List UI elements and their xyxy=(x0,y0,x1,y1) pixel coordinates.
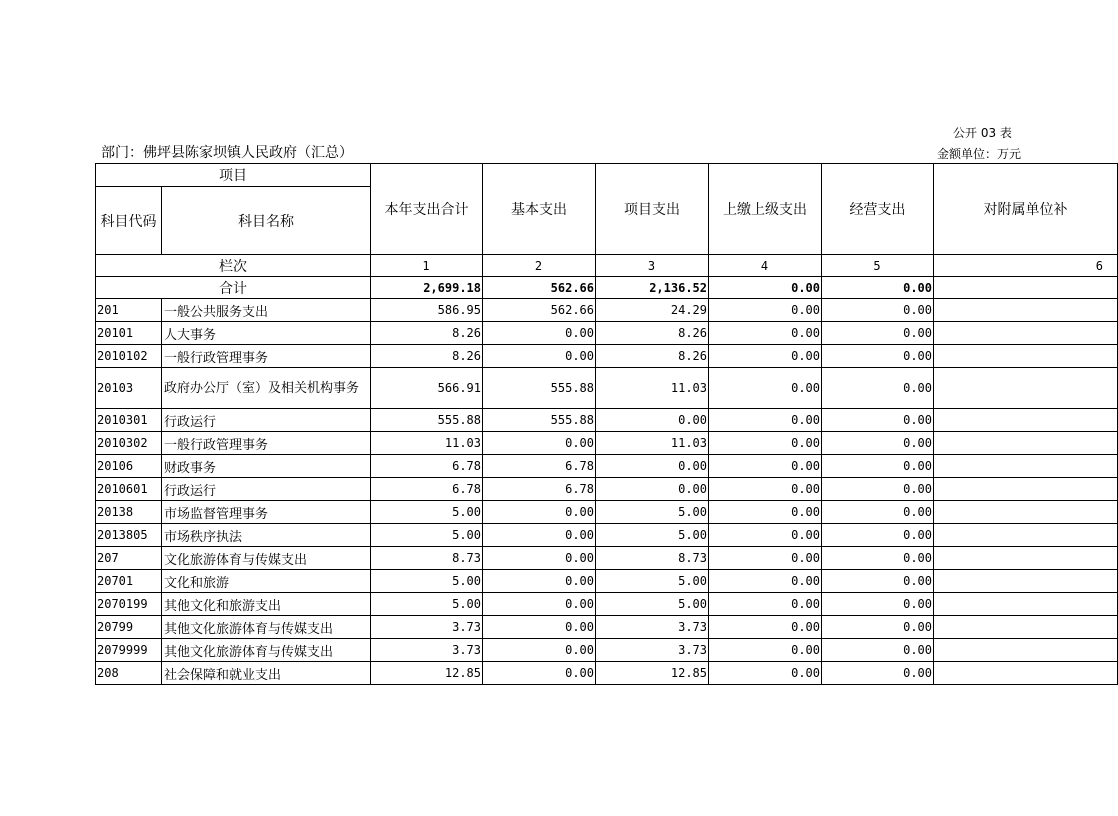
row-subsidiary xyxy=(934,524,1118,547)
row-business: 0.00 xyxy=(822,299,934,322)
row-code: 2010601 xyxy=(96,478,162,501)
row-total: 555.88 xyxy=(371,409,483,432)
row-code: 20701 xyxy=(96,570,162,593)
row-name: 一般公共服务支出 xyxy=(162,299,371,322)
row-upper: 0.00 xyxy=(709,593,822,616)
row-subsidiary xyxy=(934,501,1118,524)
row-business: 0.00 xyxy=(822,662,934,685)
row-total: 8.26 xyxy=(371,345,483,368)
row-project: 11.03 xyxy=(596,432,709,455)
index-4: 4 xyxy=(709,255,822,277)
expenditure-table xyxy=(95,163,1118,685)
row-total: 3.73 xyxy=(371,616,483,639)
row-upper: 0.00 xyxy=(709,547,822,570)
sum-upper: 0.00 xyxy=(709,277,822,299)
row-project: 0.00 xyxy=(596,478,709,501)
row-name: 行政运行 xyxy=(162,409,371,432)
header-subsidiary: 对附属单位补 xyxy=(934,164,1118,255)
row-name: 文化旅游体育与传媒支出 xyxy=(162,547,371,570)
row-business: 0.00 xyxy=(822,432,934,455)
row-code: 201 xyxy=(96,299,162,322)
table-row xyxy=(96,455,1118,478)
table-row xyxy=(96,547,1118,570)
row-name: 人大事务 xyxy=(162,322,371,345)
index-2: 2 xyxy=(483,255,596,277)
row-business: 0.00 xyxy=(822,524,934,547)
row-subsidiary xyxy=(934,432,1118,455)
row-business: 0.00 xyxy=(822,345,934,368)
sum-basic: 562.66 xyxy=(483,277,596,299)
header-item: 项目 xyxy=(96,164,371,187)
row-project: 0.00 xyxy=(596,455,709,478)
header-row-1 xyxy=(96,164,1118,187)
header-name: 科目名称 xyxy=(162,187,371,255)
row-upper: 0.00 xyxy=(709,409,822,432)
table-row xyxy=(96,524,1118,547)
row-subsidiary xyxy=(934,547,1118,570)
row-business: 0.00 xyxy=(822,639,934,662)
table-row xyxy=(96,501,1118,524)
row-project: 3.73 xyxy=(596,639,709,662)
sum-business: 0.00 xyxy=(822,277,934,299)
row-code: 20138 xyxy=(96,501,162,524)
index-6: 6 xyxy=(934,255,1118,277)
row-code: 207 xyxy=(96,547,162,570)
row-subsidiary xyxy=(934,662,1118,685)
row-name: 市场秩序执法 xyxy=(162,524,371,547)
row-project: 5.00 xyxy=(596,570,709,593)
index-1: 1 xyxy=(371,255,483,277)
row-code: 20799 xyxy=(96,616,162,639)
row-subsidiary xyxy=(934,616,1118,639)
row-code: 20103 xyxy=(96,368,162,409)
row-basic: 6.78 xyxy=(483,455,596,478)
row-project: 8.26 xyxy=(596,345,709,368)
sum-project: 2,136.52 xyxy=(596,277,709,299)
row-business: 0.00 xyxy=(822,501,934,524)
row-business: 0.00 xyxy=(822,455,934,478)
row-basic: 0.00 xyxy=(483,432,596,455)
row-basic: 555.88 xyxy=(483,368,596,409)
row-basic: 0.00 xyxy=(483,616,596,639)
row-basic: 0.00 xyxy=(483,662,596,685)
row-project: 5.00 xyxy=(596,593,709,616)
row-subsidiary xyxy=(934,639,1118,662)
row-subsidiary xyxy=(934,570,1118,593)
row-project: 24.29 xyxy=(596,299,709,322)
row-total: 5.00 xyxy=(371,593,483,616)
row-subsidiary xyxy=(934,368,1118,409)
row-project: 11.03 xyxy=(596,368,709,409)
row-upper: 0.00 xyxy=(709,616,822,639)
row-business: 0.00 xyxy=(822,616,934,639)
row-business: 0.00 xyxy=(822,570,934,593)
row-subsidiary xyxy=(934,478,1118,501)
row-basic: 0.00 xyxy=(483,322,596,345)
row-basic: 555.88 xyxy=(483,409,596,432)
row-basic: 562.66 xyxy=(483,299,596,322)
row-subsidiary xyxy=(934,455,1118,478)
row-name: 其他文化旅游体育与传媒支出 xyxy=(162,616,371,639)
department-label: 部门：佛坪县陈家坝镇人民政府（汇总） xyxy=(101,145,353,161)
row-project: 8.73 xyxy=(596,547,709,570)
header-project: 项目支出 xyxy=(596,164,709,255)
row-business: 0.00 xyxy=(822,593,934,616)
row-total: 586.95 xyxy=(371,299,483,322)
row-upper: 0.00 xyxy=(709,501,822,524)
row-total: 6.78 xyxy=(371,455,483,478)
row-basic: 6.78 xyxy=(483,478,596,501)
row-upper: 0.00 xyxy=(709,322,822,345)
table-row xyxy=(96,616,1118,639)
row-basic: 0.00 xyxy=(483,345,596,368)
row-total: 3.73 xyxy=(371,639,483,662)
row-name: 其他文化和旅游支出 xyxy=(162,593,371,616)
table-row xyxy=(96,322,1118,345)
row-code: 20106 xyxy=(96,455,162,478)
table-row xyxy=(96,299,1118,322)
row-subsidiary xyxy=(934,299,1118,322)
row-upper: 0.00 xyxy=(709,478,822,501)
row-upper: 0.00 xyxy=(709,662,822,685)
sum-total: 2,699.18 xyxy=(371,277,483,299)
row-name: 社会保障和就业支出 xyxy=(162,662,371,685)
table-row xyxy=(96,345,1118,368)
row-subsidiary xyxy=(934,345,1118,368)
unit-label: 金额单位：万元 xyxy=(937,147,1022,161)
row-basic: 0.00 xyxy=(483,524,596,547)
header-basic: 基本支出 xyxy=(483,164,596,255)
row-business: 0.00 xyxy=(822,368,934,409)
row-project: 5.00 xyxy=(596,501,709,524)
row-project: 5.00 xyxy=(596,524,709,547)
index-row xyxy=(96,255,1118,277)
table-row xyxy=(96,409,1118,432)
row-name: 一般行政管理事务 xyxy=(162,345,371,368)
table-row xyxy=(96,639,1118,662)
row-upper: 0.00 xyxy=(709,368,822,409)
row-total: 5.00 xyxy=(371,570,483,593)
table-row xyxy=(96,432,1118,455)
header-upper: 上缴上级支出 xyxy=(709,164,822,255)
row-name: 政府办公厅（室）及相关机构事务 xyxy=(162,368,371,409)
header-code: 科目代码 xyxy=(96,187,162,255)
row-business: 0.00 xyxy=(822,409,934,432)
row-upper: 0.00 xyxy=(709,455,822,478)
row-upper: 0.00 xyxy=(709,570,822,593)
row-subsidiary xyxy=(934,409,1118,432)
row-basic: 0.00 xyxy=(483,501,596,524)
index-5: 5 xyxy=(822,255,934,277)
index-3: 3 xyxy=(596,255,709,277)
row-upper: 0.00 xyxy=(709,299,822,322)
row-name: 市场监督管理事务 xyxy=(162,501,371,524)
row-basic: 0.00 xyxy=(483,639,596,662)
row-subsidiary xyxy=(934,322,1118,345)
table-row xyxy=(96,570,1118,593)
row-business: 0.00 xyxy=(822,547,934,570)
row-project: 8.26 xyxy=(596,322,709,345)
row-project: 0.00 xyxy=(596,409,709,432)
row-total: 8.73 xyxy=(371,547,483,570)
row-name: 财政事务 xyxy=(162,455,371,478)
row-total: 5.00 xyxy=(371,501,483,524)
row-subsidiary xyxy=(934,593,1118,616)
sum-subsidiary xyxy=(934,277,1118,299)
row-code: 2010302 xyxy=(96,432,162,455)
row-total: 5.00 xyxy=(371,524,483,547)
row-code: 2010102 xyxy=(96,345,162,368)
row-total: 12.85 xyxy=(371,662,483,685)
table-row xyxy=(96,593,1118,616)
row-code: 2070199 xyxy=(96,593,162,616)
row-total: 566.91 xyxy=(371,368,483,409)
row-name: 其他文化旅游体育与传媒支出 xyxy=(162,639,371,662)
row-business: 0.00 xyxy=(822,322,934,345)
header-total: 本年支出合计 xyxy=(371,164,483,255)
row-upper: 0.00 xyxy=(709,345,822,368)
row-upper: 0.00 xyxy=(709,524,822,547)
sum-row xyxy=(96,277,1118,299)
row-name: 行政运行 xyxy=(162,478,371,501)
table-number: 公开 03 表 xyxy=(953,126,1012,140)
header-business: 经营支出 xyxy=(822,164,934,255)
row-code: 2010301 xyxy=(96,409,162,432)
table-row xyxy=(96,368,1118,409)
row-code: 208 xyxy=(96,662,162,685)
row-total: 6.78 xyxy=(371,478,483,501)
row-name: 文化和旅游 xyxy=(162,570,371,593)
row-basic: 0.00 xyxy=(483,547,596,570)
row-code: 2013805 xyxy=(96,524,162,547)
row-project: 12.85 xyxy=(596,662,709,685)
table-row xyxy=(96,478,1118,501)
row-code: 20101 xyxy=(96,322,162,345)
row-project: 3.73 xyxy=(596,616,709,639)
row-upper: 0.00 xyxy=(709,432,822,455)
row-upper: 0.00 xyxy=(709,639,822,662)
sum-label: 合计 xyxy=(96,277,371,299)
row-business: 0.00 xyxy=(822,478,934,501)
table-row xyxy=(96,662,1118,685)
row-basic: 0.00 xyxy=(483,593,596,616)
row-basic: 0.00 xyxy=(483,570,596,593)
row-total: 11.03 xyxy=(371,432,483,455)
index-label: 栏次 xyxy=(96,255,371,277)
row-name: 一般行政管理事务 xyxy=(162,432,371,455)
row-code: 2079999 xyxy=(96,639,162,662)
row-total: 8.26 xyxy=(371,322,483,345)
